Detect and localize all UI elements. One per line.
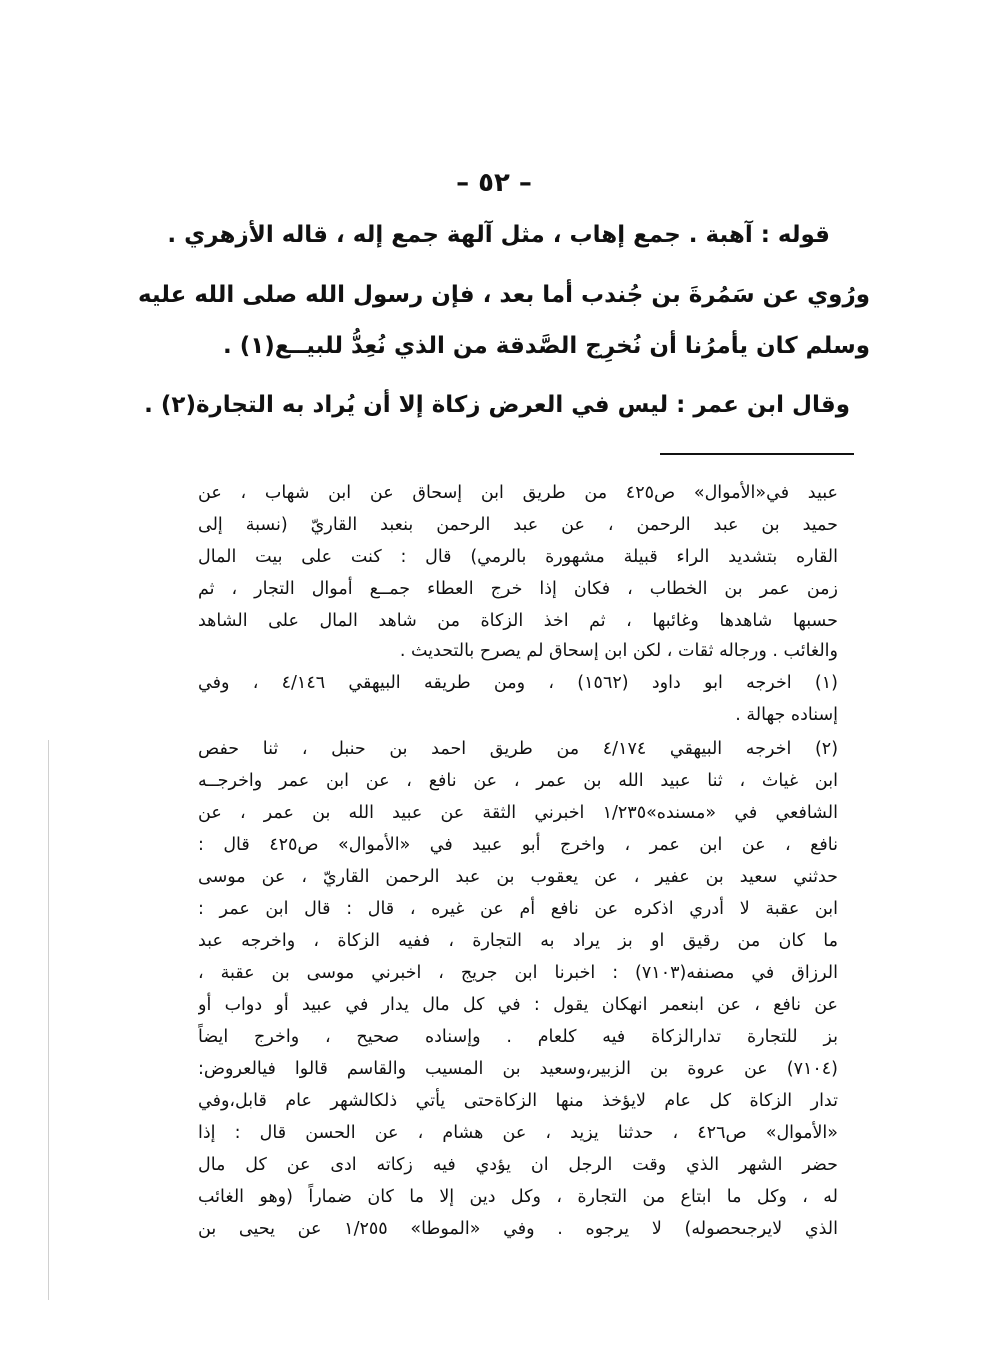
footnote-1-line: (١) اخرجه ابو داود (١٥٦٢) ، ومن طريقه البيهقي ٤/١٤٦ ، وفي [198, 673, 838, 693]
main-line-1: قوله : آهبة . جمع إهاب ، مثل آلهة جمع إله ، قاله الأزهري . [167, 222, 830, 248]
footnote-2-line: ابن غياث ، ثنا عبيد الله بن عمر ، عن نافع ، عن ابن عمر واخرجــه [198, 771, 838, 791]
footnote-2-line: الذي لايرجىحصوله) لا يرجوه . وفي «الموطا» ١/٢٥٥ عن يحيى بن [198, 1219, 838, 1239]
main-line-2: ورُوي عن سَمُرةَ بن جُندب أما بعد ، فإن رسول الله صلى الله عليه [137, 282, 870, 308]
page-number: – ٥٢ – [456, 168, 532, 198]
footnote-2-line: ابن عقبة لا أدري اذكره عن نافع أم عن غيره ، قال : قال ابن عمر : [198, 899, 838, 919]
page-edge-shadow [48, 740, 49, 1300]
footnote-line: زمن عمر بن الخطاب ، فكان إذا خرج العطاء جمــع أموال التجار ، ثم [198, 579, 838, 599]
main-line-3: وسلم كان يأمرُنا أن نُخرِج الصَّدقة من الذي نُعِدُّ للبيــع(١) . [222, 333, 870, 359]
footnote-2-line: حضر الشهر الذي وقت الرجل ان يؤدي فيه زكاته ادى عن كل مال [198, 1155, 838, 1175]
footnote-divider [660, 453, 854, 455]
footnote-line: حميد بن عبد الرحمن ، عن عبد الرحمن بنعبد القاريّ (نسبة إلى [198, 515, 838, 535]
footnote-line: عبيد في«الأموال» ص٤٢٥ من طريق ابن إسحاق عن ابن شهاب ، عن [198, 483, 838, 503]
footnote-2-line: تدار الزكاة كل عام لايؤخذ منها الزكاةحتى يأتي ذلكالشهر عام قابل،وفي [198, 1091, 838, 1111]
footnote-2-line: الرزاق في مصنفه(٧١٠٣) : اخبرنا ابن جريج ، اخبرني موسى بن عقبة ، [198, 963, 838, 983]
footnote-2-line: ما كان من رقيق او بز يراد به التجارة ، ففيه الزكاة ، واخرجه عبد [198, 931, 838, 951]
footnote-line: والغائب . ورجاله ثقات ، لكن ابن إسحاق لم يصرح بالتحديث . [399, 641, 838, 661]
footnote-2-line: حدثني سعيد بن عفير ، عن يعقوب بن عبد الرحمن القاريّ ، عن موسى [198, 867, 838, 887]
footnote-2-line: (٢) اخرجه البيهقي ٤/١٧٤ من طريق احمد بن حنبل ، ثنا حفص [198, 739, 838, 759]
footnote-2-line: (٧١٠٤) عن عروة بن الزبير،وسعيد بن المسيب والقاسم قالوا فيالعروض: [198, 1059, 838, 1079]
footnote-2-line: نافع ، عن ابن عمر ، واخرج أبو عبيد في «الأموال» ص٤٢٥ قال : [198, 835, 838, 855]
footnote-line: القاره بتشديد الراء قبيلة مشهورة بالرمي) قال : كنت على بيت المال [198, 547, 838, 567]
footnote-line: حسبها شاهدها وغائبها ، ثم اخذ الزكاة من شاهد المال على الشاهد [198, 611, 838, 631]
footnote-2-line: الشافعي في «مسنده»١/٢٣٥ اخبرني الثقة عن عبيد الله بن عمر ، عن [198, 803, 838, 823]
footnote-2-line: عن نافع ، عن ابنعمر انهكان يقول : في كل مال يدار في عبيد أو دواب أو [198, 995, 838, 1015]
footnote-2-line: له ، وكل ما ابتاع من التجارة ، وكل دين إلا ما كان ضماراً (وهو الغائب [198, 1187, 838, 1207]
footnote-2-line: بز للتجارة تدارالزكاة فيه كلعام . وإسناده صحيح ، واخرج ايضاً [198, 1027, 838, 1047]
footnote-1-line: إسناده جهالة . [735, 705, 838, 725]
footnote-2-line: «الأموال» ص٤٢٦ ، حدثنا يزيد ، عن هشام ، عن الحسن قال : إذا [198, 1123, 838, 1143]
main-line-4: وقال ابن عمر : ليس في العرض زكاة إلا أن يُراد به التجارة(٢) . [144, 392, 850, 418]
